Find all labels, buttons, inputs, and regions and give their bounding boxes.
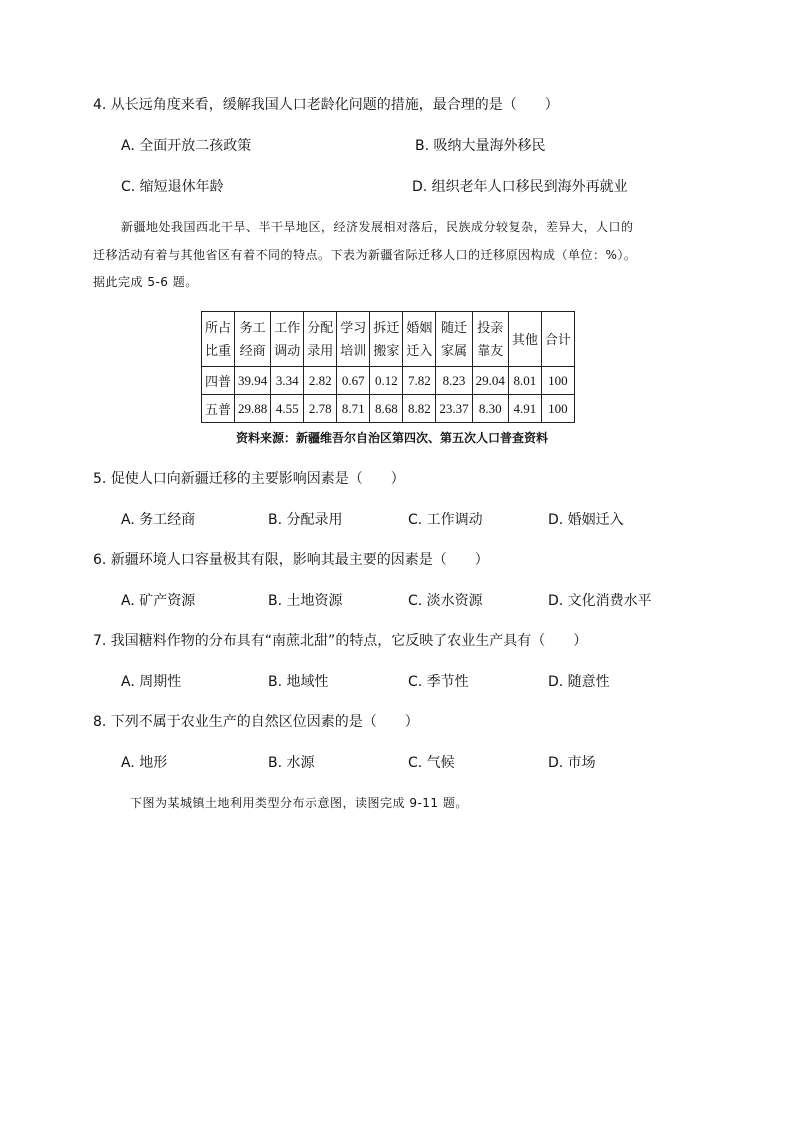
header-job-transfer: 工作 调动 — [271, 312, 304, 367]
intro-5-6-line-3: 据此完成 5-6 题。 — [93, 275, 198, 289]
question-6-option-a: A. 矿产资源 — [121, 593, 196, 609]
question-5-stem: 5. 促使人口向新疆迁移的主要影响因素是（ ） — [93, 471, 405, 487]
question-5-option-c: C. 工作调动 — [408, 512, 483, 528]
question-4-option-d: D. 组织老年人口移民到海外再就业 — [412, 179, 628, 195]
table-cell: 4.55 — [271, 395, 304, 423]
table-cell: 0.12 — [370, 367, 403, 395]
question-8-option-c: C. 气候 — [408, 755, 455, 771]
table-cell: 3.34 — [271, 367, 304, 395]
question-4-option-b: B. 吸纳大量海外移民 — [415, 138, 546, 154]
question-6-stem: 6. 新疆环境人口容量极其有限，影响其最主要的因素是（ ） — [93, 552, 489, 568]
question-4-stem: 4. 从长远角度来看，缓解我国人口老龄化问题的措施，最合理的是（ ） — [93, 97, 559, 113]
table-cell: 100 — [541, 395, 574, 423]
header-work-business: 务工 经商 — [235, 312, 271, 367]
header-share: 所占 比重 — [202, 312, 235, 367]
question-7-option-c: C. 季节性 — [408, 674, 469, 690]
table-cell: 四普 — [202, 367, 235, 395]
table-header-row — [202, 312, 575, 367]
question-6-option-d: D. 文化消费水平 — [548, 593, 652, 609]
question-6-option-c: C. 淡水资源 — [408, 593, 483, 609]
question-8-option-d: D. 市场 — [548, 755, 596, 771]
table-cell: 29.88 — [235, 395, 271, 423]
question-7-option-a: A. 周期性 — [121, 674, 182, 690]
header-relocation: 拆迁 搬家 — [370, 312, 403, 367]
table-cell: 100 — [541, 367, 574, 395]
question-8-stem: 8. 下列不属于农业生产的自然区位因素的是（ ） — [93, 714, 419, 730]
question-4-option-a: A. 全面开放二孩政策 — [121, 138, 252, 154]
header-other: 其他 — [508, 312, 541, 367]
table-cell: 0.67 — [337, 367, 370, 395]
table-cell: 8.71 — [337, 395, 370, 423]
header-study: 学习 培训 — [337, 312, 370, 367]
table-cell: 五普 — [202, 395, 235, 423]
table-row — [202, 367, 575, 395]
question-7-option-b: B. 地域性 — [268, 674, 329, 690]
header-assignment: 分配 录用 — [304, 312, 337, 367]
table-cell: 4.91 — [508, 395, 541, 423]
table-cell: 39.94 — [235, 367, 271, 395]
table-cell: 7.82 — [403, 367, 436, 395]
table-cell: 8.82 — [403, 395, 436, 423]
header-relatives: 投亲 靠友 — [472, 312, 508, 367]
question-7-option-d: D. 随意性 — [548, 674, 610, 690]
question-8-option-b: B. 水源 — [268, 755, 315, 771]
table-cell: 2.78 — [304, 395, 337, 423]
table-cell: 2.82 — [304, 367, 337, 395]
header-marriage: 婚姻 迁入 — [403, 312, 436, 367]
header-total: 合计 — [541, 312, 574, 367]
question-6-option-b: B. 土地资源 — [268, 593, 343, 609]
question-5-option-b: B. 分配录用 — [268, 512, 343, 528]
header-family: 随迁 家属 — [436, 312, 472, 367]
table-cell: 23.37 — [436, 395, 472, 423]
table-row — [202, 395, 575, 423]
table-source-note: 资料来源：新疆维吾尔自治区第四次、第五次人口普查资料 — [236, 431, 549, 445]
question-7-stem: 7. 我国糖料作物的分布具有“南蔗北甜”的特点，它反映了农业生产具有（ ） — [93, 633, 588, 649]
table-cell: 8.23 — [436, 367, 472, 395]
question-8-option-a: A. 地形 — [121, 755, 168, 771]
question-4-option-c: C. 缩短退休年龄 — [121, 179, 224, 195]
intro-5-6-line-2: 迁移活动有着与其他省区有着不同的特点。下表为新疆省际迁移人口的迁移原因构成（单位：%）。 — [93, 248, 637, 262]
question-5-option-a: A. 务工经商 — [121, 512, 196, 528]
intro-9-11: 下图为某城镇土地利用类型分布示意图，读图完成 9-11 题。 — [130, 796, 468, 810]
question-5-option-d: D. 婚姻迁入 — [548, 512, 624, 528]
intro-5-6-line-1: 新疆地处我国西北干旱、半干旱地区，经济发展相对落后，民族成分较复杂，差异大，人口的 — [121, 220, 634, 234]
migration-reasons-table — [201, 311, 575, 423]
table-cell: 8.30 — [472, 395, 508, 423]
table-cell: 8.01 — [508, 367, 541, 395]
table-cell: 29.04 — [472, 367, 508, 395]
table-cell: 8.68 — [370, 395, 403, 423]
